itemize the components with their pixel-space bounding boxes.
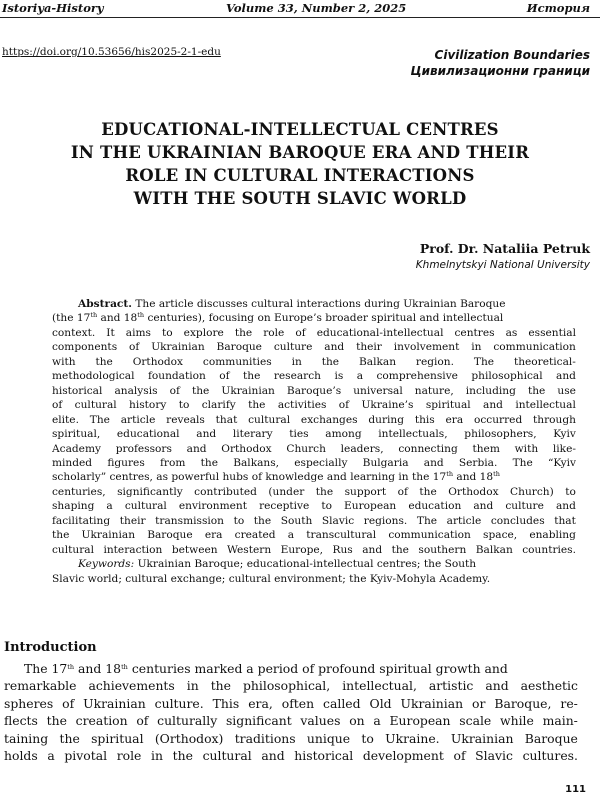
section-label-en: Civilization Boundaries xyxy=(434,48,590,62)
volume-info: Volume 33, Number 2, 2025 xyxy=(226,1,407,15)
body-line: holds a pivotal role in the cultural and historical development of Slavic cultures. xyxy=(4,748,578,764)
introduction-text xyxy=(4,660,578,764)
abstract-line: of cultural history to clarify the activities of Ukraine’s spiritual and intellectual xyxy=(52,399,576,412)
body-line: flects the creation of culturally significant values on a European scale while main- xyxy=(4,713,578,729)
section-label-bg: Цивилизационни граници xyxy=(410,64,590,78)
keywords-label: Keywords: xyxy=(78,558,135,571)
abstract-line: spiritual, educational and literary ties among intellectuals, philosophers, Kyiv xyxy=(52,428,576,441)
abstract-line: (the 17th and 18th centuries), focusing on Europe’s broader spiritual and intellectual xyxy=(52,311,504,325)
keywords-line: Keywords: Ukrainian Baroque; educational-intellectual centres; the South xyxy=(78,558,477,571)
section-label xyxy=(411,47,590,79)
abstract-label: Abstract. xyxy=(78,298,132,310)
section-heading-introduction: Introduction xyxy=(4,640,97,655)
doi-link[interactable]: https://doi.org/10.53656/his2025-2-1-edu xyxy=(2,46,221,58)
abstract xyxy=(52,297,576,586)
abstract-line: scholarly” centres, as powerful hubs of knowledge and learning in the 17th and 18th xyxy=(52,470,500,484)
abstract-line: Abstract. The article discusses cultural interactions during Ukrainian Baroque xyxy=(78,298,506,310)
body-line: spheres of Ukrainian culture. This era, often called Old Ukrainian or Baroque, re- xyxy=(4,695,578,711)
abstract-line: the Ukrainian Baroque era created a transcultural communication space, enabling xyxy=(52,529,576,542)
abstract-line: components of Ukrainian Baroque culture and their involvement in communication xyxy=(52,341,576,354)
body-line: taining the spiritual (Orthodox) traditions unique to Ukraine. Ukrainian Baroque xyxy=(4,730,578,746)
header-rule xyxy=(0,17,600,18)
author-block xyxy=(416,241,590,273)
abstract-line: elite. The article reveals that cultural exchanges during this era occurred through xyxy=(52,413,576,426)
body-line: remarkable achievements in the philosophical, intellectual, artistic and aesthetic xyxy=(4,678,578,694)
title-line: WITH THE SOUTH SLAVIC WORLD xyxy=(133,189,467,208)
article-title xyxy=(30,118,570,210)
title-line: IN THE UKRAINIAN BAROQUE ERA AND THEIR xyxy=(70,143,530,162)
journal-name-cyrillic: История xyxy=(526,1,590,15)
abstract-line: methodological foundation of the research is a comprehensive philosophical and xyxy=(52,370,576,383)
abstract-line: context. It aims to explore the role of educational-intellectual centres as essential xyxy=(52,326,576,339)
title-line: ROLE IN CULTURAL INTERACTIONS xyxy=(125,166,475,185)
journal-name: Istoriya-History xyxy=(2,1,104,15)
keywords-line: Slavic world; cultural exchange; cultural environment; the Kyiv-Mohyla Academy. xyxy=(52,572,491,585)
page-number: 111 xyxy=(565,784,586,795)
abstract-line: with the Orthodox communities in the Balkan region. The theoretical- xyxy=(52,355,576,368)
abstract-line: Academy professors and Orthodox Church leaders, connecting them with like- xyxy=(52,442,576,455)
abstract-line: facilitating their transmission to the South Slavic regions. The article concludes that xyxy=(52,514,576,527)
body-line: The 17th and 18th centuries marked a period of profound spiritual growth and xyxy=(24,661,508,676)
abstract-line: cultural interaction between Western Europe, Rus and the southern Balkan countries. xyxy=(52,543,576,556)
running-header xyxy=(0,0,600,18)
author-affiliation: Khmelnytskyi National University xyxy=(415,259,590,271)
abstract-line: centuries, significantly contributed (under the support of the Orthodox Church) to xyxy=(52,485,576,498)
abstract-line: shaping a cultural environment receptive to European education and culture and xyxy=(52,500,576,513)
abstract-line: historical analysis of the Ukrainian Baroque’s universal nature, including the use xyxy=(52,384,576,397)
author-name: Prof. Dr. Nataliia Petruk xyxy=(419,241,590,256)
title-line: EDUCATIONAL-INTELLECTUAL CENTRES xyxy=(101,120,499,139)
abstract-line: minded figures from the Balkans, especially Bulgaria and Serbia. The “Kyiv xyxy=(52,456,576,469)
